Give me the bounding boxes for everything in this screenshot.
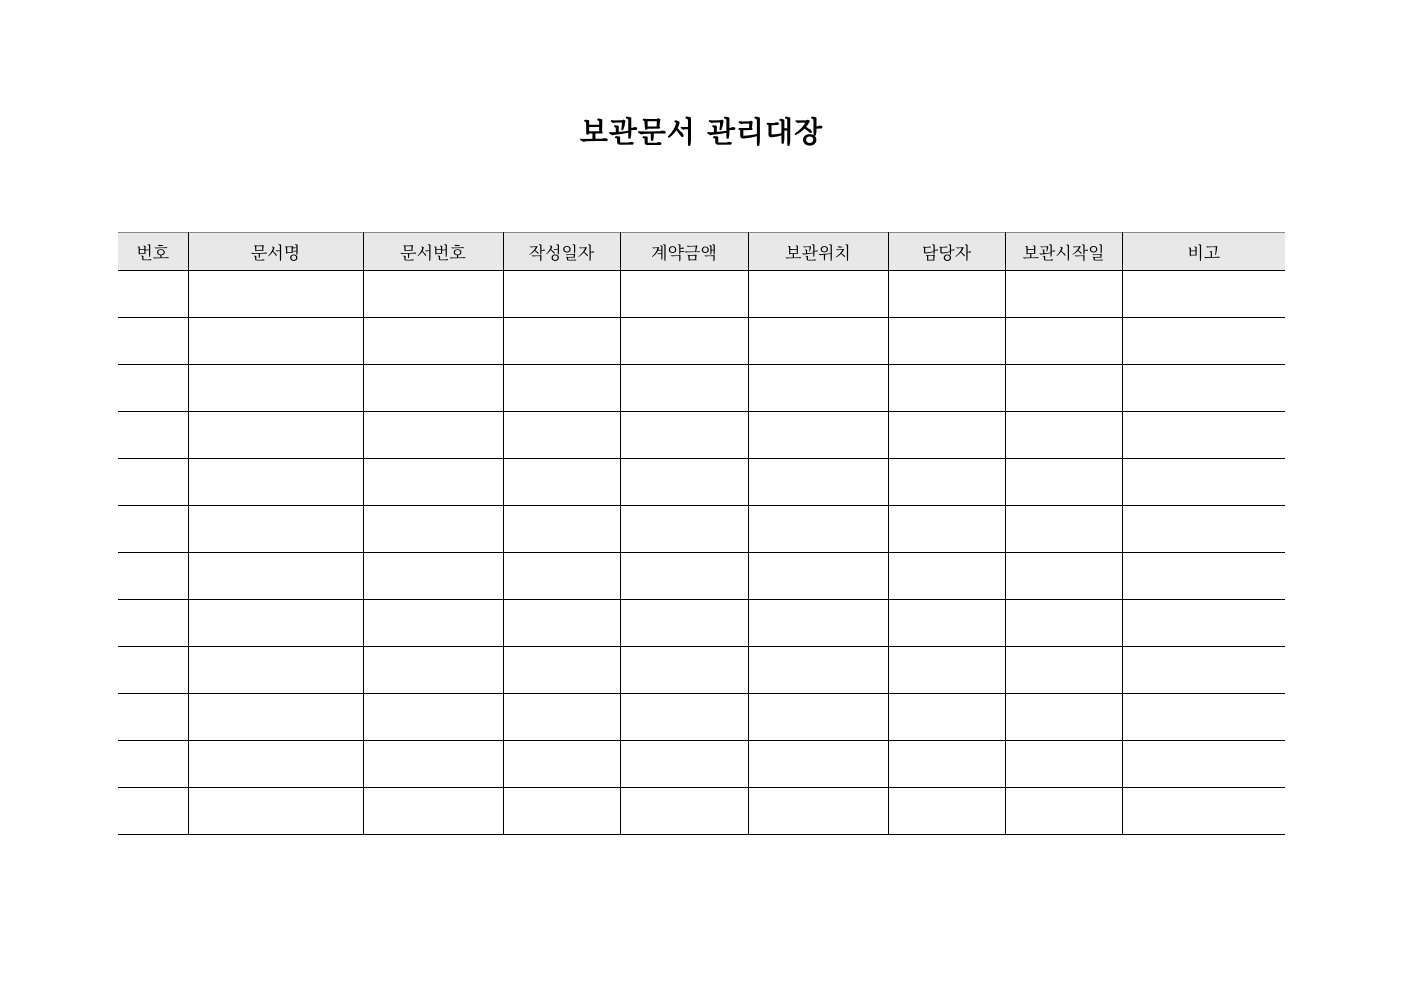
table-header-row — [118, 233, 1285, 271]
table-cell[interactable] — [1005, 459, 1122, 506]
table-cell[interactable] — [363, 506, 503, 553]
table-cell[interactable] — [363, 412, 503, 459]
table-row — [118, 459, 1285, 506]
table-cell[interactable] — [620, 694, 748, 741]
table-cell[interactable] — [888, 553, 1005, 600]
table-cell[interactable] — [363, 694, 503, 741]
table-cell[interactable] — [1122, 553, 1285, 600]
table-cell[interactable] — [503, 600, 620, 647]
table-cell[interactable] — [1122, 788, 1285, 835]
table-cell[interactable] — [503, 741, 620, 788]
column-header: 번호 — [118, 233, 188, 271]
table-cell[interactable] — [363, 788, 503, 835]
table-cell[interactable] — [188, 694, 363, 741]
table-cell[interactable] — [888, 788, 1005, 835]
table-cell[interactable] — [188, 553, 363, 600]
table-cell[interactable] — [363, 647, 503, 694]
table-cell[interactable] — [1005, 365, 1122, 412]
table-cell[interactable] — [748, 694, 888, 741]
table-cell[interactable] — [620, 271, 748, 318]
column-header: 문서명 — [188, 233, 363, 271]
table-cell[interactable] — [363, 600, 503, 647]
table-cell[interactable] — [748, 741, 888, 788]
table-cell[interactable] — [748, 459, 888, 506]
table-cell[interactable] — [188, 600, 363, 647]
table-cell[interactable] — [1005, 271, 1122, 318]
table-cell[interactable] — [1005, 694, 1122, 741]
table-cell[interactable] — [1005, 741, 1122, 788]
table-cell[interactable] — [748, 553, 888, 600]
table-cell[interactable] — [363, 459, 503, 506]
table-cell[interactable] — [503, 506, 620, 553]
table-cell[interactable] — [503, 459, 620, 506]
table-cell[interactable] — [888, 459, 1005, 506]
table-cell[interactable] — [118, 600, 188, 647]
table-row — [118, 600, 1285, 647]
table-cell[interactable] — [620, 412, 748, 459]
page-title: 보관문서 관리대장 — [579, 115, 824, 149]
table-cell[interactable] — [888, 741, 1005, 788]
table-cell[interactable] — [748, 271, 888, 318]
table-cell[interactable] — [188, 788, 363, 835]
column-header: 보관위치 — [748, 233, 888, 271]
table-cell[interactable] — [748, 600, 888, 647]
table-cell[interactable] — [888, 271, 1005, 318]
table-cell[interactable] — [1005, 788, 1122, 835]
table-row — [118, 318, 1285, 365]
table-row — [118, 694, 1285, 741]
table-cell[interactable] — [363, 741, 503, 788]
table-cell[interactable] — [1122, 694, 1285, 741]
table-cell[interactable] — [1005, 318, 1122, 365]
table-cell[interactable] — [888, 647, 1005, 694]
column-header: 작성일자 — [503, 233, 620, 271]
table-cell[interactable] — [188, 318, 363, 365]
table-cell[interactable] — [363, 553, 503, 600]
table-row — [118, 553, 1285, 600]
table-cell[interactable] — [188, 365, 363, 412]
table-cell[interactable] — [503, 412, 620, 459]
column-header: 계약금액 — [620, 233, 748, 271]
table-cell[interactable] — [1122, 412, 1285, 459]
table-cell[interactable] — [503, 365, 620, 412]
table-cell[interactable] — [188, 459, 363, 506]
table-cell[interactable] — [620, 553, 748, 600]
table-cell[interactable] — [503, 553, 620, 600]
table-cell[interactable] — [1122, 506, 1285, 553]
table-cell[interactable] — [1005, 600, 1122, 647]
column-header: 보관시작일 — [1005, 233, 1122, 271]
column-header: 담당자 — [888, 233, 1005, 271]
table-cell[interactable] — [620, 741, 748, 788]
table-row — [118, 788, 1285, 835]
table-cell[interactable] — [748, 318, 888, 365]
table-cell[interactable] — [748, 506, 888, 553]
table-cell[interactable] — [1122, 365, 1285, 412]
table-row — [118, 741, 1285, 788]
table-cell[interactable] — [118, 788, 188, 835]
table-cell[interactable] — [118, 647, 188, 694]
table-cell[interactable] — [888, 600, 1005, 647]
table-cell[interactable] — [620, 600, 748, 647]
column-header: 비고 — [1122, 233, 1285, 271]
table-cell[interactable] — [748, 365, 888, 412]
table-cell[interactable] — [118, 553, 188, 600]
table-cell[interactable] — [748, 412, 888, 459]
table-cell[interactable] — [363, 318, 503, 365]
table-cell[interactable] — [1122, 459, 1285, 506]
table-cell[interactable] — [118, 318, 188, 365]
table-cell[interactable] — [1122, 600, 1285, 647]
table-cell[interactable] — [118, 459, 188, 506]
table-cell[interactable] — [363, 271, 503, 318]
table-cell[interactable] — [620, 365, 748, 412]
table-cell[interactable] — [1005, 647, 1122, 694]
table-cell[interactable] — [1122, 271, 1285, 318]
table-cell[interactable] — [620, 506, 748, 553]
table-body — [118, 271, 1285, 835]
table-cell[interactable] — [620, 459, 748, 506]
table-cell[interactable] — [118, 365, 188, 412]
table-cell[interactable] — [188, 506, 363, 553]
table-row — [118, 271, 1285, 318]
table-cell[interactable] — [503, 318, 620, 365]
table-row — [118, 647, 1285, 694]
table-cell[interactable] — [620, 318, 748, 365]
table-cell[interactable] — [1005, 412, 1122, 459]
table-cell[interactable] — [503, 694, 620, 741]
table-cell[interactable] — [620, 647, 748, 694]
table-cell[interactable] — [188, 741, 363, 788]
table-cell[interactable] — [1005, 553, 1122, 600]
table-cell[interactable] — [503, 271, 620, 318]
table-cell[interactable] — [1122, 647, 1285, 694]
table-cell[interactable] — [118, 412, 188, 459]
table-row — [118, 365, 1285, 412]
table-cell[interactable] — [188, 271, 363, 318]
table-cell[interactable] — [118, 271, 188, 318]
table-cell[interactable] — [748, 647, 888, 694]
table-cell[interactable] — [1005, 506, 1122, 553]
table-cell[interactable] — [503, 647, 620, 694]
table-cell[interactable] — [503, 788, 620, 835]
table-cell[interactable] — [188, 412, 363, 459]
table-cell[interactable] — [888, 694, 1005, 741]
table-cell[interactable] — [118, 741, 188, 788]
table-cell[interactable] — [888, 318, 1005, 365]
table-cell[interactable] — [748, 788, 888, 835]
table-cell[interactable] — [1122, 318, 1285, 365]
table-cell[interactable] — [118, 694, 188, 741]
table-row — [118, 412, 1285, 459]
table-row — [118, 506, 1285, 553]
table-cell[interactable] — [620, 788, 748, 835]
table-cell[interactable] — [888, 412, 1005, 459]
table-cell[interactable] — [888, 365, 1005, 412]
table-cell[interactable] — [363, 365, 503, 412]
table-cell[interactable] — [1122, 741, 1285, 788]
column-header: 문서번호 — [363, 233, 503, 271]
table-cell[interactable] — [188, 647, 363, 694]
ledger-table — [118, 232, 1285, 835]
table-cell[interactable] — [118, 506, 188, 553]
table-cell[interactable] — [888, 506, 1005, 553]
